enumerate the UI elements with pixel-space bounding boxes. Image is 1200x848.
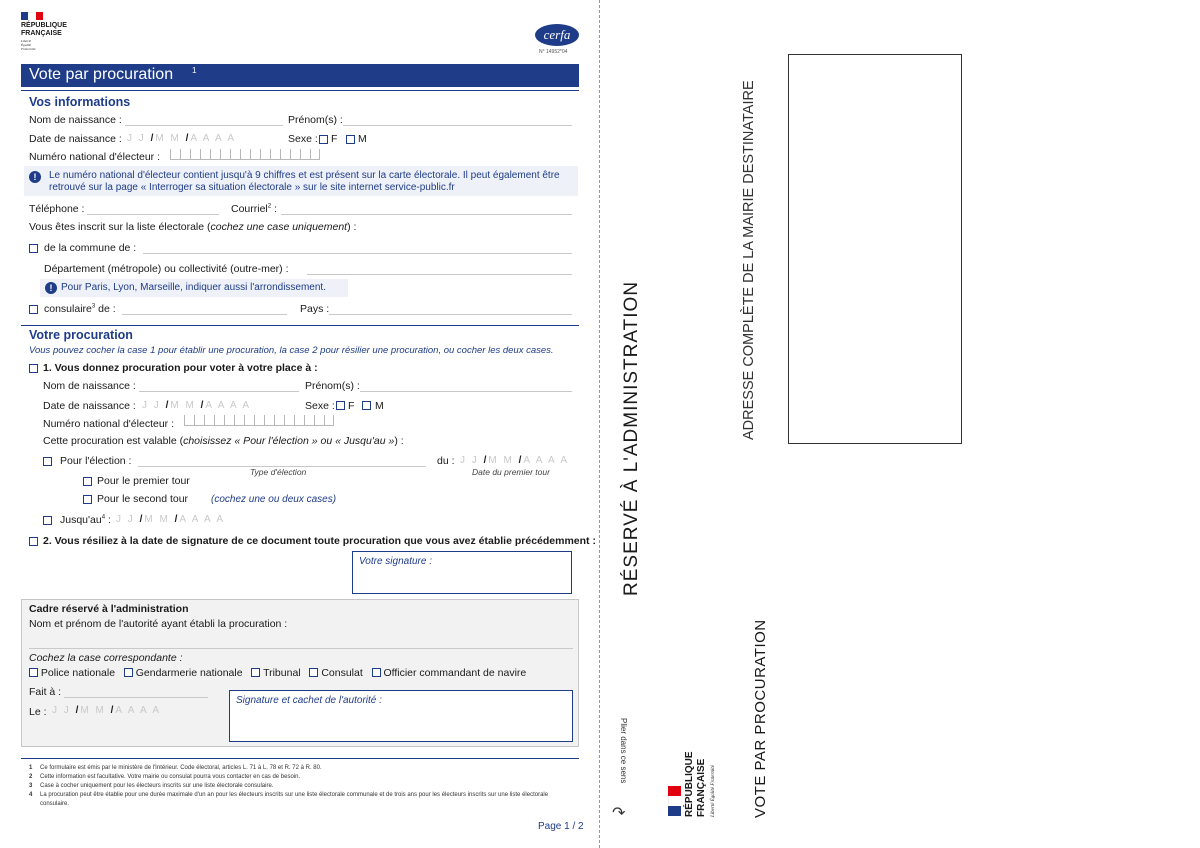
adresse-box[interactable]: [788, 54, 962, 444]
date-premier-tour-field[interactable]: J J /M M /A A A A: [460, 455, 570, 466]
procuration-intro: Vous pouvez cocher la case 1 pour établir une procuration, la case 2 pour résilier une procuration, ou cocher les deux cases.: [29, 345, 554, 356]
fold-arrow-icon: ↷: [612, 805, 626, 822]
premier-tour-checkbox[interactable]: [83, 477, 92, 486]
numero-electeur-field[interactable]: [170, 149, 320, 160]
mandataire-numero-field[interactable]: [184, 415, 334, 426]
page-number: Page 1 / 2: [538, 821, 584, 832]
courriel-label: Courriel$^2$ :: [231, 203, 277, 215]
telephone-field[interactable]: [87, 214, 219, 215]
pour-election-label: Pour l'élection :: [60, 455, 132, 467]
consulaire-checkbox[interactable]: [29, 305, 38, 314]
mandataire-prenoms-field[interactable]: [360, 391, 572, 392]
tribunal-label: Tribunal: [263, 667, 301, 679]
title-footnote: 1: [192, 66, 197, 75]
mandataire-date-label: Date de naissance :: [43, 400, 136, 412]
option2-checkbox[interactable]: [29, 537, 38, 546]
rf-motto: Liberté Égalité Fraternité: [711, 765, 716, 817]
second-tour-checkbox[interactable]: [83, 495, 92, 504]
inscrit-liste-label: Vous êtes inscrit sur la liste électorale (cochez une case uniquement) :: [29, 221, 357, 233]
admin-cochez-label: Cochez la case correspondante :: [29, 652, 183, 664]
officier-checkbox[interactable]: [372, 668, 381, 677]
title-bar: [21, 64, 579, 87]
sexe-m-label: M: [358, 133, 367, 145]
departement-label: Département (métropole) ou collectivité (outre-mer) :: [44, 263, 289, 275]
fait-a-label: Fait à :: [29, 686, 62, 698]
info-arrondissement-text: Pour Paris, Lyon, Marseille, indiquer aussi l'arrondissement.: [61, 282, 326, 293]
flag-icon: [21, 12, 43, 20]
admin-autorite-label: Nom et prénom de l'autorité ayant établi la procuration :: [29, 618, 288, 630]
mandataire-nom-field[interactable]: [139, 391, 299, 392]
marianne-line1: RÉPUBLIQUE: [21, 22, 67, 29]
commune-label: de la commune de :: [44, 242, 137, 254]
info-arrondissement: [40, 279, 348, 297]
mandataire-sexe-label: Sexe :: [305, 400, 335, 412]
mandataire-nom-label: Nom de naissance :: [43, 380, 136, 392]
consulat-checkbox[interactable]: [309, 668, 318, 677]
signature-box[interactable]: [352, 551, 572, 594]
mandataire-numero-label: Numéro national d'électeur :: [43, 418, 174, 430]
footnote-2: 2 Cette information est facultative. Votre mairie ou consulat pourra vous contacter en cas de besoin.: [29, 774, 301, 780]
prenoms-label: Prénom(s) :: [288, 114, 343, 126]
pays-field[interactable]: [329, 314, 572, 315]
police-label: Police nationale: [40, 667, 116, 679]
footnote-3: 3 Case à cocher uniquement pour les électeurs inscrits sur une liste électorale consulaire.: [29, 783, 274, 789]
info-icon: !: [29, 171, 41, 183]
tribunal-checkbox[interactable]: [251, 668, 260, 677]
consulat-label: Consulat: [321, 667, 363, 679]
rf-line1: RÉPUBLIQUE: [684, 751, 695, 817]
pays-label: Pays :: [300, 303, 330, 315]
premier-tour-label: Pour le premier tour: [97, 475, 190, 487]
commune-checkbox[interactable]: [29, 244, 38, 253]
footnote-4: 4 La procuration peut être établie pour une durée maximale d'un an pour les électeurs inscrits sur une liste électorale communale et de trois ans pour les électeurs inscrits sur une liste électorale consulaire.: [29, 792, 549, 807]
signature-label: Votre signature :: [359, 556, 433, 567]
page-title: Vote par procuration: [29, 66, 174, 83]
nom-naissance-field[interactable]: [125, 125, 283, 126]
officier-label: Officier commandant de navire: [383, 667, 527, 679]
du-label: du :: [437, 455, 455, 467]
fold-line: [599, 0, 600, 848]
numero-electeur-label: Numéro national d'électeur :: [29, 151, 160, 163]
courriel-field[interactable]: [281, 214, 572, 215]
marianne-logo: [21, 12, 67, 51]
prenoms-field[interactable]: [343, 125, 572, 126]
footnotes: [29, 764, 574, 809]
option2-label: 2. Vous résiliez à la date de signature de ce document toute procuration que vous avez établie précédemment :: [43, 535, 596, 547]
rf-flag-icon: [668, 786, 681, 816]
cerfa-logo: cerfa: [535, 24, 579, 46]
cerfa-number: N° 14952*04: [539, 49, 568, 55]
section-votre-procuration: Votre procuration: [29, 328, 133, 342]
rf-line2: FRANÇAISE: [696, 758, 707, 817]
sexe-f-checkbox[interactable]: [319, 135, 328, 144]
gendarmerie-checkbox[interactable]: [124, 668, 133, 677]
le-label: Le :: [29, 706, 47, 718]
signature-cachet-box[interactable]: [229, 690, 573, 742]
option1-label: 1. Vous donnez procuration pour voter à votre place à :: [43, 362, 318, 374]
mandataire-sexe-f-checkbox[interactable]: [336, 401, 345, 410]
consulaire-field[interactable]: [122, 314, 287, 315]
signature-cachet-label: Signature et cachet de l'autorité :: [236, 695, 382, 706]
departement-field[interactable]: [307, 274, 572, 275]
cadre-administration: [21, 599, 579, 747]
marianne-motto: Liberté Égalité Fraternité: [21, 39, 36, 51]
info-numero-text: Le numéro national d'électeur contient jusqu'à 9 chiffres et est présent sur la carte électorale. Il peut également être retrouvé sur la page « Interroger sa situation électorale » sur le site internet service-public.fr: [49, 170, 560, 193]
footnote-1: 1 Ce formulaire est émis par le ministère de l'Intérieur. Code électoral, articles L. 71 à L. 78 et R. 72 à R. 80.: [29, 765, 322, 771]
vote-par-procuration-label: VOTE PAR PROCURATION: [752, 619, 769, 818]
marianne-line2: FRANÇAISE: [21, 30, 62, 37]
sexe-label: Sexe :: [288, 133, 318, 145]
commune-field[interactable]: [143, 253, 572, 254]
admin-heading: Cadre réservé à l'administration: [29, 603, 189, 615]
telephone-label: Téléphone :: [29, 203, 85, 215]
mandataire-date-field[interactable]: J J /M M /A A A A: [142, 400, 252, 411]
admin-autorite-field[interactable]: [29, 648, 573, 649]
second-tour-label: Pour le second tour: [97, 493, 189, 505]
mandataire-prenoms-label: Prénom(s) :: [305, 380, 360, 392]
pour-election-checkbox[interactable]: [43, 457, 52, 466]
jusquau-checkbox[interactable]: [43, 516, 52, 525]
jusquau-label: $Jusqu'au^4$ :: [60, 514, 111, 526]
sexe-f-label: F: [331, 133, 338, 145]
reserve-administration: RÉSERVÉ À L'ADMINISTRATION: [621, 280, 642, 596]
cochez-tours-note: (cochez une ou deux cases): [211, 494, 337, 505]
mandataire-sexe-f-label: F: [348, 400, 355, 412]
date-naissance-label: Date de naissance :: [29, 133, 122, 145]
type-election-caption: Type d'élection: [250, 467, 307, 477]
option1-checkbox[interactable]: [29, 364, 38, 373]
consulaire-label: consulaire$^3$ de :: [44, 303, 116, 315]
fait-a-field[interactable]: [64, 697, 208, 698]
date-premier-tour-caption: Date du premier tour: [472, 467, 550, 477]
adresse-mairie-label: ADRESSE COMPLÈTE DE LA MAIRIE DESTINATAIRE: [741, 80, 757, 440]
admin-options: [29, 667, 526, 679]
admin-date-field[interactable]: J J /M M /A A A A: [52, 705, 162, 716]
gendarmerie-label: Gendarmerie nationale: [135, 667, 243, 679]
valable-label: Cette procuration est valable (choisissez « Pour l'élection » ou « Jusqu'au ») :: [43, 435, 404, 447]
mandataire-sexe-m-checkbox[interactable]: [362, 401, 371, 410]
jusquau-date-field[interactable]: J J /M M /A A A A: [116, 514, 226, 525]
plier-label: Plier dans ce sens: [619, 718, 628, 784]
section-vos-informations: Vos informations: [29, 95, 131, 109]
date-naissance-field[interactable]: J J /M M /A A A A: [127, 133, 237, 144]
mandataire-sexe-m-label: M: [375, 400, 384, 412]
nom-naissance-label: Nom de naissance :: [29, 114, 122, 126]
info-numero-electeur: [24, 166, 578, 196]
info-icon: !: [45, 282, 57, 294]
sexe-m-checkbox[interactable]: [346, 135, 355, 144]
police-checkbox[interactable]: [29, 668, 38, 677]
